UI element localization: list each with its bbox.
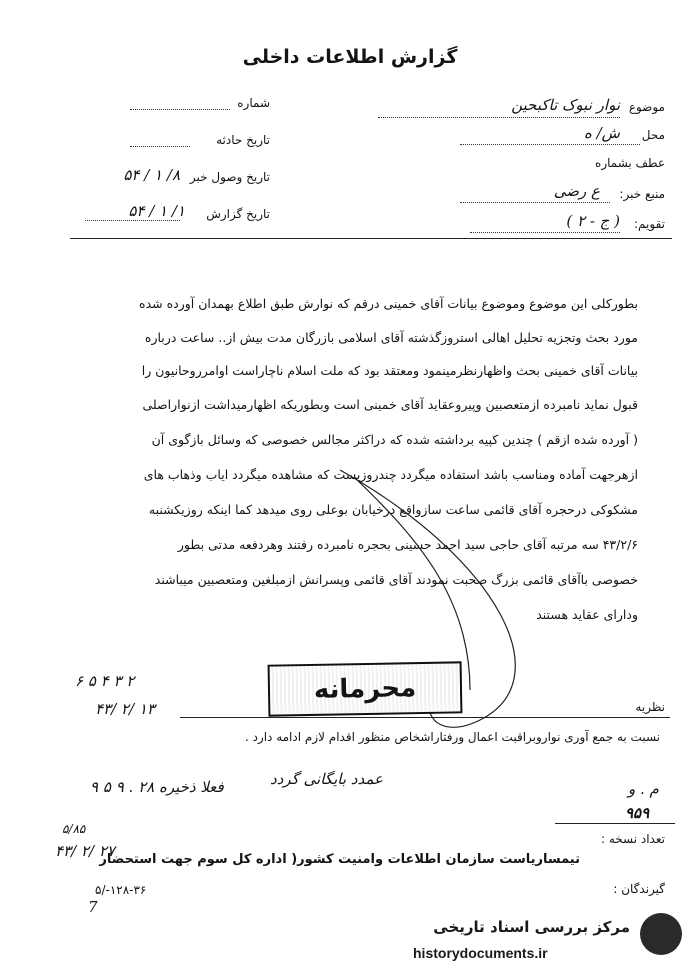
watermark-url[interactable]: historydocuments.ir bbox=[413, 945, 548, 961]
body-line: خصوصی باآقای قائمی بزرگ صحبت نمودند آقای قائمی وپسرانش ازمبلغین ومتعصبین میباشند bbox=[154, 572, 638, 587]
body-line: بیانات آقای خمینی بحث واظهارنظرمینمود ومعتقد بود که ملت اسلام ناچاراست اوامرروحانیون را bbox=[141, 363, 638, 378]
file-code: ۵/-۱۲۸-۳۶ bbox=[95, 883, 147, 897]
confidential-stamp: محرمانه bbox=[268, 661, 463, 716]
number-label: شماره bbox=[237, 96, 270, 110]
handwritten-note-1: ۶ ۵ ۴ ۳ ۲ bbox=[75, 672, 135, 690]
body-line: ازهرجهت آماده ومناسب باشد استفاده میگردد چندروزیست که مشاهده میگردد ایاب وذهاب های bbox=[143, 467, 638, 482]
place-value: ش/ ه bbox=[584, 124, 620, 142]
received-date-label: تاریخ وصول خبر bbox=[189, 170, 270, 184]
footer-separator bbox=[555, 823, 675, 824]
archive-logo-icon bbox=[640, 913, 682, 955]
opinion-separator bbox=[180, 717, 670, 718]
body-line: بطورکلی این موضوع وموضوع بیانات آقای خمینی درقم که نوارش طبق اطلاع بهمدان آورده شده bbox=[139, 296, 638, 311]
side-code-2: ۹۵۹ bbox=[625, 804, 650, 822]
place-label: محل bbox=[641, 128, 665, 142]
received-date-value: ۸/ ۱ / ۵۴ bbox=[123, 166, 180, 184]
copies-label: تعداد نسخه : bbox=[600, 832, 665, 846]
opinion-label: نظریه bbox=[635, 700, 665, 714]
opinion-text: نسبت به جمع آوری نواروبراقبت اعمال ورفتاراشخاص منظور اقدام لازم ادامه دارد . bbox=[244, 730, 660, 744]
recipients-text: تیمساریاست سازمان اطلاعات وامنیت کشور( اداره کل سوم جهت استحضار bbox=[99, 852, 580, 867]
marginal-note: فعلا ذخیره ۲۸ . ۹ ۵ ۹ bbox=[90, 778, 224, 796]
reference-label: عطف بشماره bbox=[595, 156, 665, 170]
evaluation-label: تقویم: bbox=[634, 217, 665, 231]
subject-label: موضوع bbox=[628, 100, 665, 114]
recipients-label: گیرندگان : bbox=[613, 882, 665, 896]
left-number-1: ۵/۸۵ bbox=[62, 822, 86, 836]
body-line: قبول نماید نامبرده ازمتعصبین وپیروعقاید آقای خمینی است وبطوریکه اظهارمیداشت ازنواراصلی bbox=[142, 397, 638, 412]
body-line: مشکوکی درحجره آقای قائمی ساعت سازواقع درخیابان بوعلی روی میدهد کما اینکه روزیکشنبه bbox=[148, 502, 638, 517]
source-value: ع رضی bbox=[553, 182, 600, 200]
source-label: منبع خبر: bbox=[619, 187, 665, 201]
evaluation-value: ( ج - ۲ ) bbox=[566, 212, 620, 230]
body-line: مورد بحث وتجزیه تحلیل اهالی استروزگذشته آقای اسلامی بازرگان مدت بیش از.. ساعت درباره bbox=[144, 330, 638, 345]
left-number-2: ۴۳/ ۲/ ۲۷ bbox=[55, 842, 115, 860]
subject-value: نوار نبوک تاکبحین bbox=[511, 96, 620, 114]
report-date-label: تاریخ گزارش bbox=[206, 207, 270, 221]
file-code-2: 7 bbox=[88, 898, 98, 916]
body-line: ودارای عقاید هستند bbox=[536, 607, 638, 622]
handwritten-date: ۴۳/ ۲/ ۱۳ bbox=[95, 700, 155, 718]
watermark-title: مرکز بررسی اسناد تاریخی bbox=[433, 918, 630, 936]
body-line: ۴۳/۲/۶ سه مرتبه آقای حاجی سید احمد حسینی بحجره نامبرده رفتند وهردفعه مدتی بطور bbox=[177, 537, 638, 552]
marginal-note-2: عمدد بایگانی گردد bbox=[270, 770, 383, 788]
report-title: گزارش اطلاعات داخلی bbox=[242, 46, 458, 68]
incident-date-label: تاریخ حادثه bbox=[216, 133, 270, 147]
report-date-value: ۱/ ۱ / ۵۴ bbox=[128, 202, 185, 220]
body-line: ( آورده شده ازقم ) چندین کپیه برداشته شده که دراکثر مجالس خصوصی که وسائل بازگوی آن bbox=[151, 432, 638, 447]
side-code: م . و bbox=[628, 780, 659, 798]
